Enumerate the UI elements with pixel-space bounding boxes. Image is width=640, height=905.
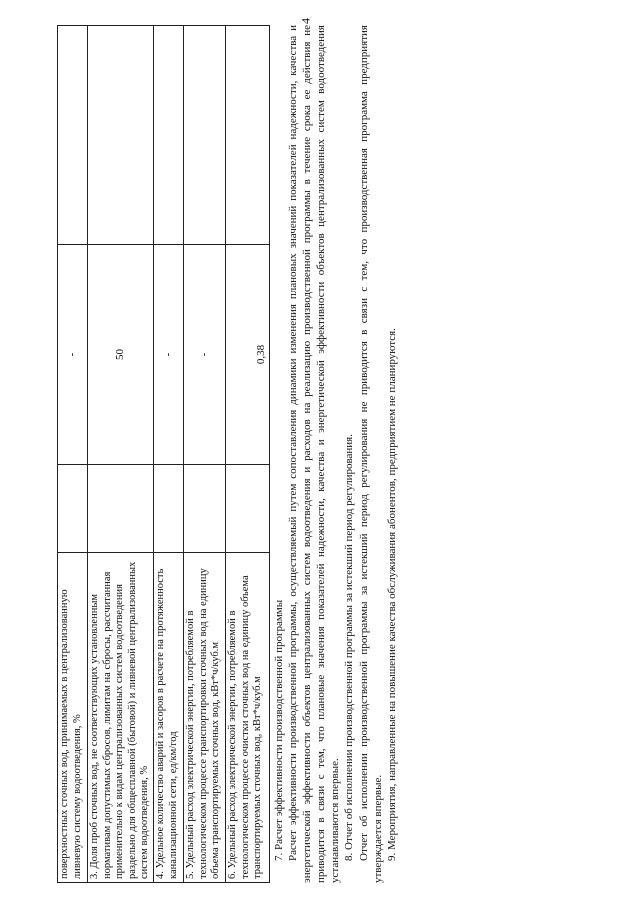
- table-cell-description: 5. Удельный расход электрической энергии, потребляемой в технологическом процессе транспортировки сточных вод на единицу объема транспортируемых сточных вод, кВт*ч/куб.м: [183, 553, 225, 883]
- rotated-page-content: [57, 23, 467, 883]
- table-cell-value: [183, 465, 225, 553]
- body-text: [272, 25, 399, 883]
- table-cell-value: [183, 26, 225, 245]
- section-7-heading: 7. Расчет эффективности производственной программы: [273, 599, 285, 861]
- table-cell-description: поверхностных сточных вод, принимаемых в централизованную ливневую систему водоотведения, %: [58, 553, 88, 883]
- table-cell-value: -: [183, 245, 225, 465]
- table-cell-value: [88, 26, 154, 245]
- table-cell-value: [58, 465, 88, 553]
- table-row: [58, 26, 88, 883]
- table-row: [153, 26, 183, 883]
- indicators-table: [57, 25, 270, 883]
- table-row: [88, 26, 154, 883]
- section-7-text: Расчет эффективности производственной программы, осуществляемый путем сопоставления динамики изменения плановых значений показателей надежности, качества и энергетической эффективности объектов централизованных систем водоотведения и расходов на реализацию производственной программы в течение срока ее действия не приводится в связи с тем, что плановые значения показателей надежности, качества и энергетической эффективности объектов централизованных систем водоотведения устанавливаются впервые.: [287, 25, 342, 883]
- table-cell-value: [225, 465, 269, 553]
- table-cell-value: -: [58, 245, 88, 465]
- table-cell-value: 50: [88, 245, 154, 465]
- table-cell-value: [58, 26, 88, 245]
- table-cell-value: [153, 465, 183, 553]
- section-8-heading: 8. Отчет об исполнении производственной программы за истекший период регулирования.: [343, 434, 356, 861]
- page-number-text: 4: [298, 18, 313, 24]
- table-cell-description: 6. Удельный расход электрической энергии, потребляемой в технологическом процессе очистки сточных вод на единицу объема транспортируемых сточных вод, кВт*ч/куб.м: [225, 553, 269, 883]
- table-cell-value: 0,38: [225, 245, 269, 465]
- section-8-text: Отчет об исполнении производственной программы за истекший период регулирования не приводится в связи с тем, что производственная программа предприятия утверждается впервые.: [357, 25, 384, 883]
- table-cell-value: -: [153, 245, 183, 465]
- table-row: [183, 26, 225, 883]
- table-cell-description: 3. Доля проб сточных вод, не соответствующих установленным нормативам допустимых сбросов, лимитам на сбросы, рассчитанная применительно к видам централизованных систем водоотведения раздельно для общесплавной (бытовой) и ливневой централизованных систем водоотведения, %: [88, 553, 154, 883]
- table-cell-value: [88, 465, 154, 553]
- table-row: [225, 26, 269, 883]
- table-cell-value: [225, 26, 269, 245]
- table-cell-value: [153, 26, 183, 245]
- table-cell-description: 4. Удельное количество аварий и засоров в расчете на протяженность канализационной сети, ед/км/год: [153, 553, 183, 883]
- section-9-heading: 9. Мероприятия, направленные на повышение качества обслуживания абонентов, предприятием не планируются.: [385, 328, 398, 861]
